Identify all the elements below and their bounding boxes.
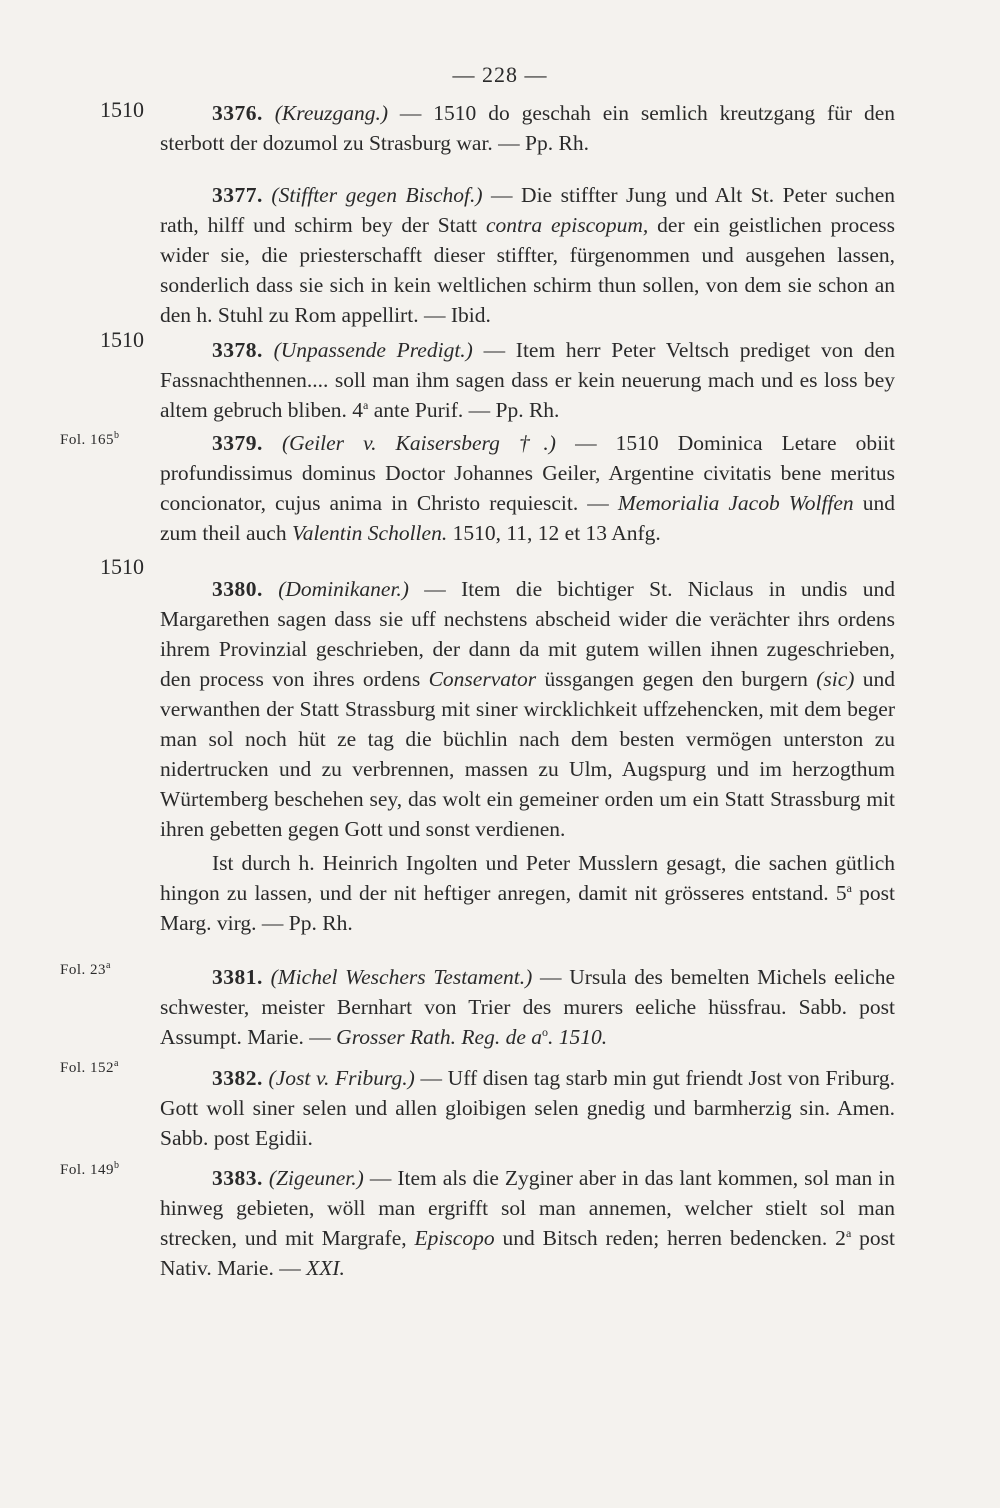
entry-number: 3377. <box>212 183 263 207</box>
entry-text: post Marg. virg. — Pp. Rh. <box>160 881 895 935</box>
entry-text: — Ursula des bemelten Michels eeliche schwester, meister Bernhart von Trier des murers eeliche hüssfrau. Sabb. post Assumpt. Marie. — <box>160 965 896 1049</box>
folio-superscript: a <box>106 960 111 971</box>
entry-title: (Kreuzgang.) <box>274 101 389 125</box>
entry-number: 3379. <box>212 431 263 455</box>
entry-text: — Item die bichtiger St. Niclaus in undis und Margarethen sagen dass sie uff nechstens abscheid wider die verächter ihrs ordens ihrem Provinzial geschrieben, der dann da mit gutem willen ihnen zugeschrieben, den process von ihres ordens <box>160 577 895 691</box>
entry-text: 1510, 11, 12 et 13 Anfg. <box>452 521 661 545</box>
entry-number: 3376. <box>212 101 263 125</box>
entry-text: — Uff disen tag starb min gut friendt Jost von Friburg. Gott woll siner selen und allen gloibigen selen gnedig und barmherzig sin. Amen. Sabb. post Egidii. <box>160 1066 895 1150</box>
entry-3379 <box>160 428 895 548</box>
entry-text: post Nativ. Marie. — <box>160 1226 896 1280</box>
entry-text: ante Purif. — Pp. Rh. <box>368 398 560 422</box>
superscript: a <box>845 1225 852 1240</box>
entry-italic: Valentin Schollen. <box>291 521 448 545</box>
margin-folio <box>60 1162 170 1179</box>
entry-text: — Item als die Zyginer aber in das lant kommen, sol man in hinweg gebieten, wöll man ergrifft sol man annemen, welcher stielt sol man strecken, und mit Margrafe, <box>160 1166 895 1250</box>
entry-text: — 1510 Dominica Letare obiit profundissimus dominus Doctor Johannes Geiler, Argentine civitatis bene meritus concionator, cujus anima in Christo requiescit. — <box>160 431 896 515</box>
margin-year: 1510 <box>100 327 144 352</box>
entry-number: 3378. <box>212 338 263 362</box>
entry-text: — Die stiffter Jung und Alt St. Peter suchen rath, hilff und schirm bey der Statt <box>160 183 896 237</box>
entry-italic: Conservator <box>428 667 537 691</box>
entry-title: (Geiler v. Kaisersberg †.) <box>281 431 556 455</box>
entry-text: üssgangen gegen den burgern <box>544 667 808 691</box>
entry-3382 <box>160 1063 895 1153</box>
entry-italic: XXI. <box>306 1256 345 1280</box>
entry-3378 <box>160 335 895 425</box>
folio-label: Fol. 149 <box>60 1162 115 1178</box>
entry-italic: Memorialia Jacob Wolffen <box>617 491 854 515</box>
entry-italic: Episcopo <box>414 1226 495 1250</box>
margin-folio <box>60 432 170 449</box>
entry-text: und verwanthen der Statt Strassburg mit siner wircklichkeit uffzehencken, mit dem beger man sol noch hüt ze tag die büchlin nach dem besten vermögen unterston zu nidertrucken und zu verbrennen, massen zu Ulm, Augspurg und im herzogthum Würtemberg beschehen sey, das wolt ein gemeiner orden um ein Statt Strassburg mit ihren gebetten gegen Gott und sonst verdienen. <box>160 667 896 841</box>
entry-text: und Bitsch reden; herren bedencken. 2 <box>502 1226 846 1250</box>
entry-italic: contra episcopum, <box>486 213 649 237</box>
entry-italic: . 1510. <box>548 1025 608 1049</box>
entry-3383 <box>160 1163 895 1283</box>
entry-italic: Grosser Rath. Reg. de a <box>336 1025 542 1049</box>
entry-text: — Item herr Peter Veltsch prediget von den Fassnachthennen.... soll man ihm sagen dass er kein neuerung mach und es loss bey altem gebruch bliben. 4 <box>160 338 896 422</box>
page-number: — 228 — <box>452 62 548 87</box>
entry-title: (Unpassende Predigt.) <box>273 338 473 362</box>
entry-italic: (sic) <box>816 667 855 691</box>
entry-title: (Zigeuner.) <box>268 1166 364 1190</box>
superscript: a <box>846 880 852 895</box>
entry-3376 <box>160 98 895 158</box>
entry-number: 3380. <box>212 577 263 601</box>
margin-folio <box>60 1060 170 1077</box>
entry-title: (Jost v. Friburg.) <box>268 1066 415 1090</box>
entry-title: (Dominikaner.) <box>278 577 409 601</box>
folio-superscript: b <box>114 430 120 441</box>
superscript: o <box>542 1024 548 1039</box>
folio-superscript: a <box>114 1058 119 1069</box>
margin-folio <box>60 962 170 979</box>
entry-3380 <box>160 574 895 938</box>
margin-year: 1510 <box>100 554 144 579</box>
entry-number: 3383. <box>212 1166 263 1190</box>
folio-label: Fol. 152 <box>60 1060 115 1076</box>
entry-3377 <box>160 180 895 330</box>
entry-number: 3381. <box>212 965 263 989</box>
folio-label: Fol. 23 <box>60 962 107 978</box>
entry-text: der ein geistlichen process wider sie, die priesterschafft dieser stiffter, fürgenommen und ausgehen lassen, sonderlich dass sie sich in kein weltlichen schirm thun sollen, von dem sie schon an den h. Stuhl zu Rom appellirt. — Ibid. <box>160 213 896 327</box>
entry-title: (Stiffter gegen Bischof.) <box>271 183 483 207</box>
entry-text: und zum theil auch <box>160 491 895 545</box>
entry-3381 <box>160 962 895 1052</box>
entry-number: 3382. <box>212 1066 263 1090</box>
entry-text: — 1510 do geschah ein semlich kreutzgang für den sterbott der dozumol zu Strasburg war. — Pp. Rh. <box>160 101 896 155</box>
entry-title: (Michel Weschers Testament.) <box>270 965 533 989</box>
folio-superscript: b <box>114 1160 120 1171</box>
margin-year: 1510 <box>100 97 144 122</box>
folio-label: Fol. 165 <box>60 432 115 448</box>
superscript: a <box>363 397 369 412</box>
entry-text: Ist durch h. Heinrich Ingolten und Peter Musslern gesagt, die sachen gütlich hingon zu lassen, und der nit heftiger anregen, damit nit grösseres entstand. 5 <box>160 851 895 905</box>
